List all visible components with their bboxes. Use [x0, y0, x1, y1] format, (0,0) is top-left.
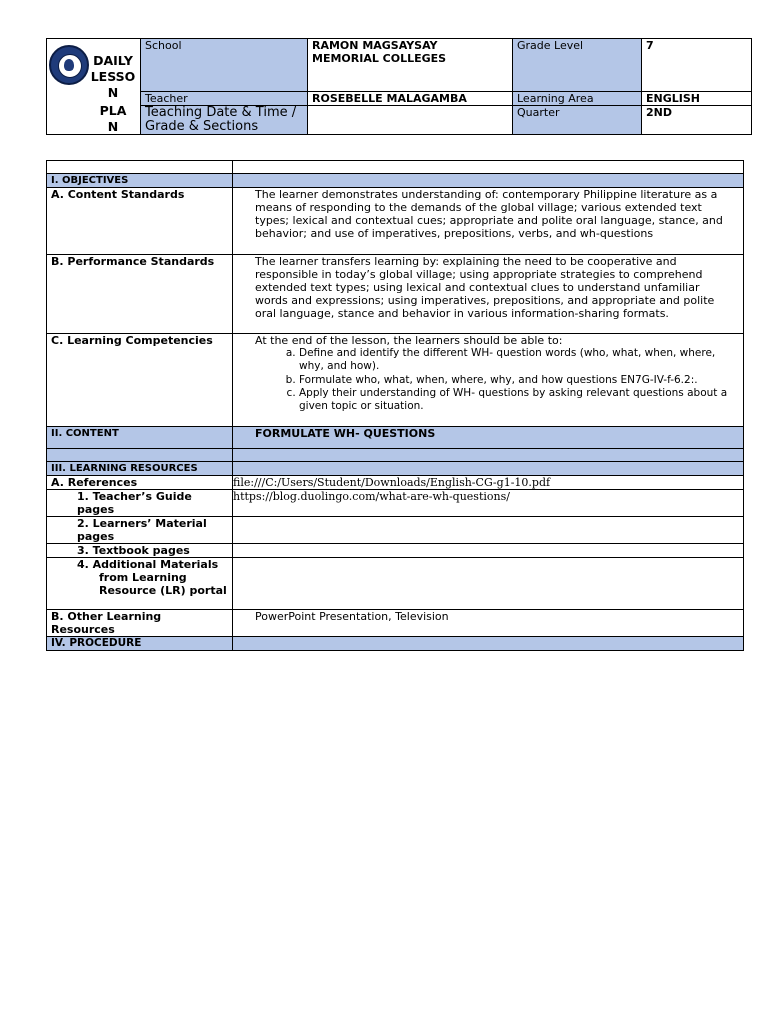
performance-standards-text: The learner transfers learning by: explaining the need to be cooperative and responsible in today’s global village; using appropriate strategies to comprehend extended text types; using lexical and contextual clues to understand unfamiliar words and expressions; using imperatives, prepositions, and appropriate and polite oral language, stance and behavior in various information-sharing formats. [233, 255, 744, 334]
performance-standards-label: B. Performance Standards [47, 255, 233, 334]
blank-cell [233, 544, 744, 558]
grade-level-label: Grade Level [513, 39, 642, 92]
blank-cell [233, 161, 744, 174]
teacher-label: Teacher [141, 92, 308, 106]
list-item: c. Apply their understanding of WH- questions by asking relevant questions about a given topic or situation. [299, 387, 739, 414]
blank-cell [233, 449, 744, 462]
learning-resources-heading: III. LEARNING RESOURCES [47, 462, 233, 476]
teacher-value: ROSEBELLE MALAGAMBA [308, 92, 513, 106]
procedure-heading-fill [233, 637, 744, 651]
competencies-list [255, 347, 739, 413]
teaching-date-label: Teaching Date & Time / Grade & Sections [141, 106, 308, 135]
learning-competencies-label: C. Learning Competencies [47, 334, 233, 427]
teachers-guide-label: 1. Teacher’s Guide pages [47, 490, 233, 517]
objectives-heading-fill [233, 174, 744, 188]
content-standards-text: The learner demonstrates understanding of: contemporary Philippine literature as a means of responding to the demands of the global village; various extended text types; lexical and contextual cues; appropriate and polite oral language, stance, and behavior; and use of imperatives, prepositions, verbs, and wh-questions [233, 188, 744, 255]
daily-lesson-plan-title: DAILY LESSO N PLA N [90, 53, 136, 134]
header-table [46, 38, 752, 135]
quarter-value: 2ND [642, 106, 752, 135]
blank-cell [233, 558, 744, 610]
reference-link-duolingo[interactable]: https://blog.duolingo.com/what-are-wh-questions/ [233, 490, 744, 517]
reference-link-curriculum-guide[interactable]: file:///C:/Users/Student/Downloads/English-CG-g1-10.pdf [233, 476, 744, 490]
teaching-date-value [308, 106, 513, 135]
content-heading: II. CONTENT [47, 427, 233, 449]
school-seal-icon [49, 45, 89, 85]
school-value: RAMON MAGSAYSAY MEMORIAL COLLEGES [308, 39, 513, 92]
learning-competencies-cell [233, 334, 744, 427]
other-learning-resources-value: PowerPoint Presentation, Television [233, 610, 744, 637]
blank-cell [47, 161, 233, 174]
learning-area-value: ENGLISH [642, 92, 752, 106]
textbook-pages-label: 3. Textbook pages [47, 544, 233, 558]
logo-cell [47, 39, 141, 135]
learning-area-label: Learning Area [513, 92, 642, 106]
procedure-heading: IV. PROCEDURE [47, 637, 233, 651]
references-label: A. References [47, 476, 233, 490]
learning-resources-fill [233, 462, 744, 476]
content-title: FORMULATE WH- QUESTIONS [233, 427, 744, 449]
blank-cell [233, 517, 744, 544]
grade-level-value: 7 [642, 39, 752, 92]
list-item: b. Formulate who, what, when, where, why, and how questions EN7G-IV-f-6.2:. [299, 374, 739, 387]
learners-material-label: 2. Learners’ Material pages [47, 517, 233, 544]
school-label: School [141, 39, 308, 92]
competencies-intro: At the end of the lesson, the learners should be able to: [255, 334, 563, 347]
blank-cell [47, 449, 233, 462]
content-standards-label: A. Content Standards [47, 188, 233, 255]
list-item: a. Define and identify the different WH- question words (who, what, when, where, why, and how). [299, 347, 739, 374]
lesson-plan-table [46, 160, 744, 651]
objectives-heading: I. OBJECTIVES [47, 174, 233, 188]
other-learning-resources-label: B. Other Learning Resources [47, 610, 233, 637]
quarter-label: Quarter [513, 106, 642, 135]
additional-materials-label: 4. Additional Materials from Learning Resource (LR) portal [47, 558, 233, 610]
